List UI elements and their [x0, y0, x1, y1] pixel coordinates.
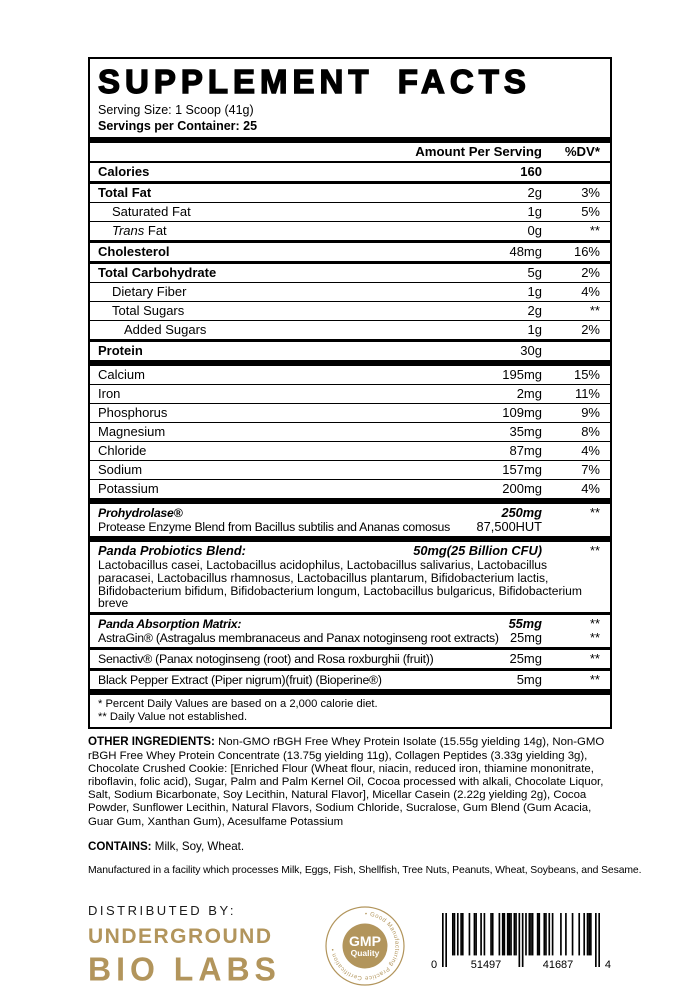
table-row: Trans Fat 0g **: [90, 221, 610, 240]
footnote-line: * Percent Daily Values are based on a 2,000 calorie diet.: [98, 698, 378, 711]
gmp-quality-text: Quality: [350, 947, 380, 958]
table-row: Dietary Fiber 1g 4%: [90, 282, 610, 301]
barcode-digit-lead: 0: [431, 958, 438, 971]
barcode-digit-group1: 51497: [454, 960, 518, 971]
table-row: Sodium 157mg 7%: [90, 460, 610, 479]
serving-size: Serving Size: 1 Scoop (41g): [98, 103, 254, 117]
table-row: Iron 2mg 11%: [90, 384, 610, 403]
brand-logo-bio-labs: BIO LABS: [88, 949, 281, 988]
footnote-line: ** Daily Value not established.: [98, 710, 248, 723]
other-ingredients-text: Non-GMO rBGH Free Whey Protein Isolate (15.55g yielding 14g), Non-GMO rBGH Free Whey Protein Concentrate (13.75g yielding 11g), Collagen Peptides (3.33g yielding 3g), Chocolate Crushed Cookie: [Enriched Flour (Wheat flour, niacin, reduced iron, thiamine mononitrate, riboflavin, folic acid), Sugar, Palm and Palm Kernel Oil, Cocoa processed with alkali, Chocolate Liquor, Salt, Sodium Bicarbonate, Soy Lecithin, Natural Flavor], Micellar Casein (2.22g yielding 2g), Cocoa Powder, Sunflower Lecithin, Natural Flavors, Sodium Chloride, Sucralose, Gum Blend (Gum Acacia, Guar Gum, Xanthan Gum), Acesulfame Potassium: [88, 736, 605, 828]
table-row: Calories 160: [98, 164, 542, 179]
table-row: Senactiv® (Panax notoginseng (root) and Rosa roxburghii (fruit)) 25mg **: [90, 647, 610, 668]
gmp-seal-icon: [324, 905, 406, 987]
table-row: Added Sugars 1g 2%: [90, 320, 610, 339]
footnotes: [90, 689, 610, 727]
other-ingredients-label: OTHER INGREDIENTS:: [88, 735, 215, 749]
table-row: Panda Probiotics Blend: 50mg(25 Billion CFU) ** Lactobacillus casei, Lactobacillus acidophilus, Lactobacillus salivarius, Lactobacillus paracasei, Lactobacillus rhamnosus, Lactobacillus plantarum, Bifidobacterium lactis, Bifidobacterium bifidum, Bifidobacterium longum, Lactobacillus bulgaricus, Bifidobacterium breve: [90, 536, 610, 612]
table-row: Cholesterol 48mg 16%: [90, 240, 610, 261]
gmp-ring-text: • Good Manufacturing Practice Certification •: [330, 911, 400, 981]
table-row: Total Carbohydrate 5g 2%: [90, 261, 610, 282]
facts-rows: [90, 163, 610, 689]
table-row: Potassium 200mg 4%: [90, 479, 610, 498]
table-row: Chloride 87mg 4%: [90, 441, 610, 460]
facts-header: [90, 59, 610, 137]
barcode-bars: [442, 913, 600, 967]
table-row: Panda Absorption Matrix: 55mg ** AstraGin® (Astragalus membranaceus and Panax notoginseng root extracts) 25mg **: [90, 612, 610, 647]
dv-column-header: %DV*: [564, 144, 600, 159]
footer: [88, 903, 612, 987]
barcode-digit-check: 4: [604, 958, 611, 971]
table-row: Total Fat 2g 3%: [90, 181, 610, 202]
table-row: Saturated Fat 1g 5%: [90, 202, 610, 221]
column-header-row: [90, 143, 610, 163]
table-row: Prohydrolase® 250mg ** Protease Enzyme Blend from Bacillus subtilis and Ananas comosus 87,500HUT: [90, 498, 610, 536]
servings-per-container: Servings per Container: 25: [98, 119, 258, 133]
barcode-digit-group2: 41687: [526, 960, 590, 971]
table-row: Black Pepper Extract (Piper nigrum)(fruit) (Bioperine®) 5mg **: [90, 668, 610, 689]
table-row: Phosphorus 109mg 9%: [90, 403, 610, 422]
contains-statement: [88, 840, 612, 853]
contains-label: CONTAINS:: [88, 840, 152, 854]
supplement-facts-panel: [88, 57, 612, 729]
brand-logo-underground: UNDERGROUND: [88, 924, 273, 948]
contains-text: Milk, Soy, Wheat.: [154, 840, 245, 854]
upc-barcode: [430, 913, 612, 969]
other-ingredients: [88, 735, 616, 828]
distributor-block: [88, 903, 300, 987]
table-row: Calcium 195mg 15%: [90, 360, 610, 384]
table-row: Protein 30g: [90, 339, 610, 360]
distributed-by-label: DISTRIBUTED BY:: [88, 902, 237, 918]
facility-statement: Manufactured in a facility which processes Milk, Eggs, Fish, Shellfish, Tree Nuts, Peanuts, Wheat, Soybeans, and Sesame.: [88, 864, 642, 876]
table-row: Total Sugars 2g **: [90, 301, 610, 320]
amount-column-header: Amount Per Serving: [415, 144, 542, 159]
page-title: SUPPLEMENT FACTS: [98, 63, 531, 100]
gmp-center-text: GMP: [349, 932, 381, 949]
table-row: Magnesium 35mg 8%: [90, 422, 610, 441]
